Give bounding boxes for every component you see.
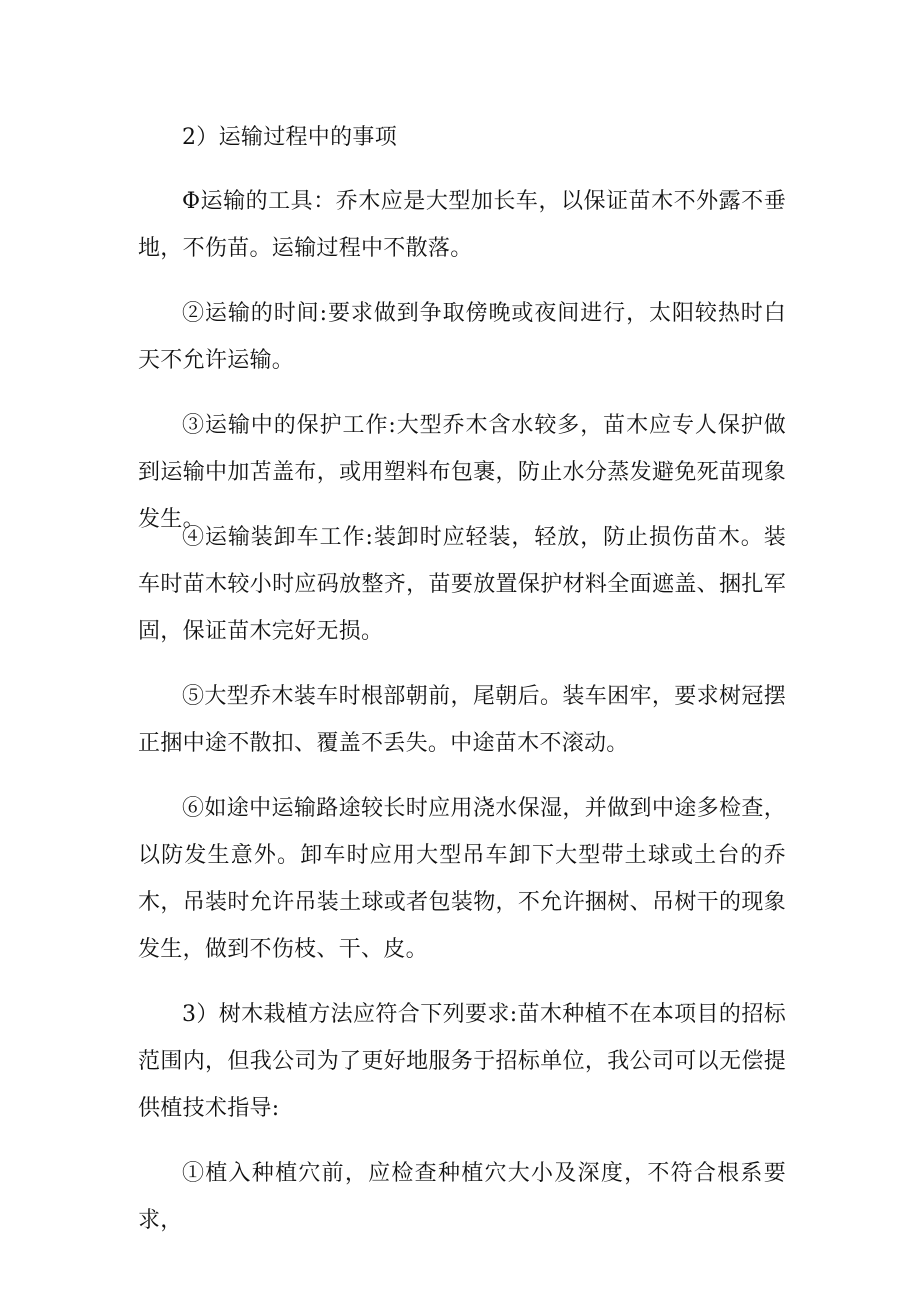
section-heading-planting-method: 3）树木栽植方法应符合下列要求:苗木种植不在本项目的招标范围内，但我公司为了更好地服务于招标单位，我公司可以无偿提供植技术指导: bbox=[138, 1002, 786, 1121]
section-heading-transport: 2）运输过程中的事项 bbox=[182, 125, 397, 150]
paragraph-transport-time: ②运输的时间:要求做到争取傍晚或夜间进行，太阳较热时白天不允许运输。 bbox=[138, 301, 786, 373]
paragraph-loading-unloading: ④运输装卸车工作:装卸时应轻装，轻放，防止损伤苗木。装车时苗木较小时应码放整齐，苗要放置保护材料全面遮盖、捆扎军固，保证苗木完好无损。 bbox=[138, 525, 786, 644]
paragraph-planting-pit-check: ①植入种植穴前，应检查种植穴大小及深度，不符合根系要求， bbox=[138, 1161, 786, 1233]
paragraph-transport-protection: ③运输中的保护工作:大型乔木含水较多，苗木应专人保护做到运输中加苫盖布，或用塑料布包裹，防止水分蒸发避免死苗现象发生。 bbox=[138, 413, 786, 532]
paragraph-long-distance: ⑥如途中运输路途较长时应用浇水保湿，并做到中途多检查，以防发生意外。卸车时应用大型吊车卸下大型带土球或土台的乔木，吊装时允许吊装土球或者包装物，不允许捆树、吊树干的现象发生，做到不伤枝、干、皮。 bbox=[138, 796, 786, 962]
paragraph-transport-tools: Φ运输的工具：乔木应是大型加长车，以保证苗木不外露不垂地，不伤苗。运输过程中不散落。 bbox=[138, 189, 786, 261]
paragraph-large-tree-loading: ⑤大型乔木装车时根部朝前，尾朝后。装车困牢，要求树冠摆正捆中途不散扣、覆盖不丢失。中途苗木不滚动。 bbox=[138, 684, 786, 756]
